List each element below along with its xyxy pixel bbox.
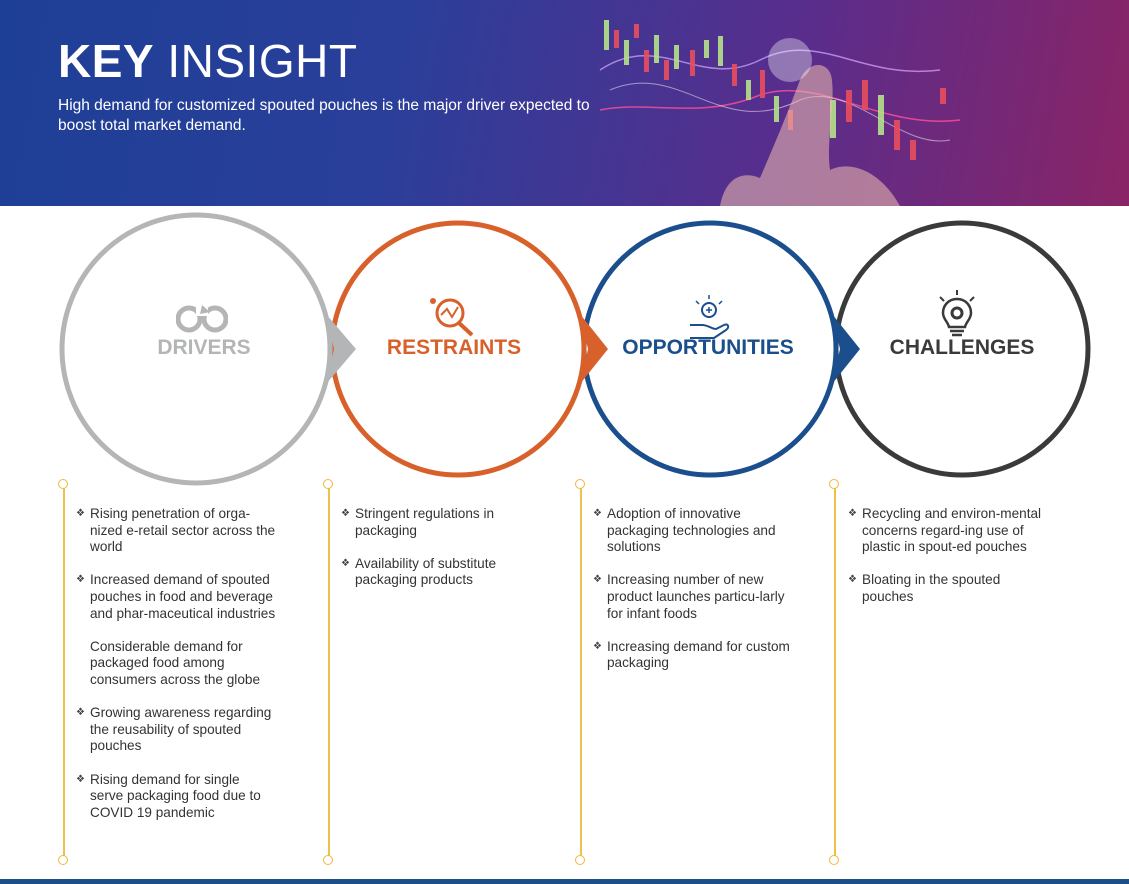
challenges-label: CHALLENGES [889,336,1035,359]
list-item: ❖ Adoption of innovative packaging technologies and solutions [593,506,776,555]
bullet-icon: ❖ [76,508,85,519]
hand-idea-icon [686,293,732,341]
timeline-dot [323,479,333,489]
timeline-dot [829,479,839,489]
list-item: ❖ Rising penetration of orga-nized e-retail sector across the world [76,506,276,555]
list-item: ❖ Recycling and environ-mental concerns regard-ing use of plastic in spout-ed pouches [848,506,1042,555]
drivers-timeline [63,485,65,857]
challenges-timeline [834,485,836,857]
list-item: ❖ Bloating in the spouted pouches [848,572,1001,604]
bullet-icon: ❖ [593,574,602,586]
opportunities-list [593,506,793,689]
opportunities-timeline [580,485,582,857]
restraints-label: RESTRAINTS [386,336,522,359]
list-item: Considerable demand for packaged food among consumers across the globe [90,638,261,687]
opportunities-label: OPPORTUNITIES [622,336,794,359]
list-item: ❖ Growing awareness regarding the reusability of spouted pouches [76,705,272,754]
timeline-dot [58,479,68,489]
bullet-icon: ❖ [76,773,85,785]
list-item: ❖ Stringent regulations in packaging [341,506,495,538]
timeline-dot [829,855,839,865]
challenges-list [848,506,1043,622]
bullet-icon: ❖ [848,508,857,519]
page-subtitle: High demand for customized spouted pouches is the major driver expected to boost total market demand. [58,97,590,134]
bullet-icon: ❖ [593,508,602,519]
list-item: ❖ Increasing number of new product launches particu-larly for infant foods [593,572,785,621]
list-item: ❖ Rising demand for single serve packaging food due to COVID 19 pandemic [76,771,261,820]
drivers-label: DRIVERS [157,336,251,359]
gear-bulb-icon [934,289,980,339]
recycle-arrows-icon [176,302,228,336]
magnifier-chart-icon [428,295,478,339]
bullet-icon: ❖ [848,574,857,586]
restraints-timeline [328,485,330,857]
bullet-icon: ❖ [76,574,85,586]
timeline-dot [575,479,585,489]
list-item: ❖ Increasing demand for custom packaging [593,638,790,671]
bottom-border [0,879,1129,884]
timeline-dot [323,855,333,865]
restraints-list [341,506,526,606]
candlesticks [604,20,946,160]
bullet-icon: ❖ [76,707,85,719]
bullet-icon: ❖ [593,640,602,652]
timeline-dot [58,855,68,865]
bullet-icon: ❖ [341,557,350,569]
bullet-icon: ❖ [341,508,350,519]
list-item: ❖ Availability of substitute packaging products [341,555,497,588]
drivers-list [76,506,276,838]
key-insight-banner [0,0,1129,206]
page-title: KEY INSIGHT [58,35,358,87]
timeline-dot [575,855,585,865]
list-item: ❖ Increased demand of spouted pouches in food and beverage and phar-maceutical industries [76,572,276,621]
